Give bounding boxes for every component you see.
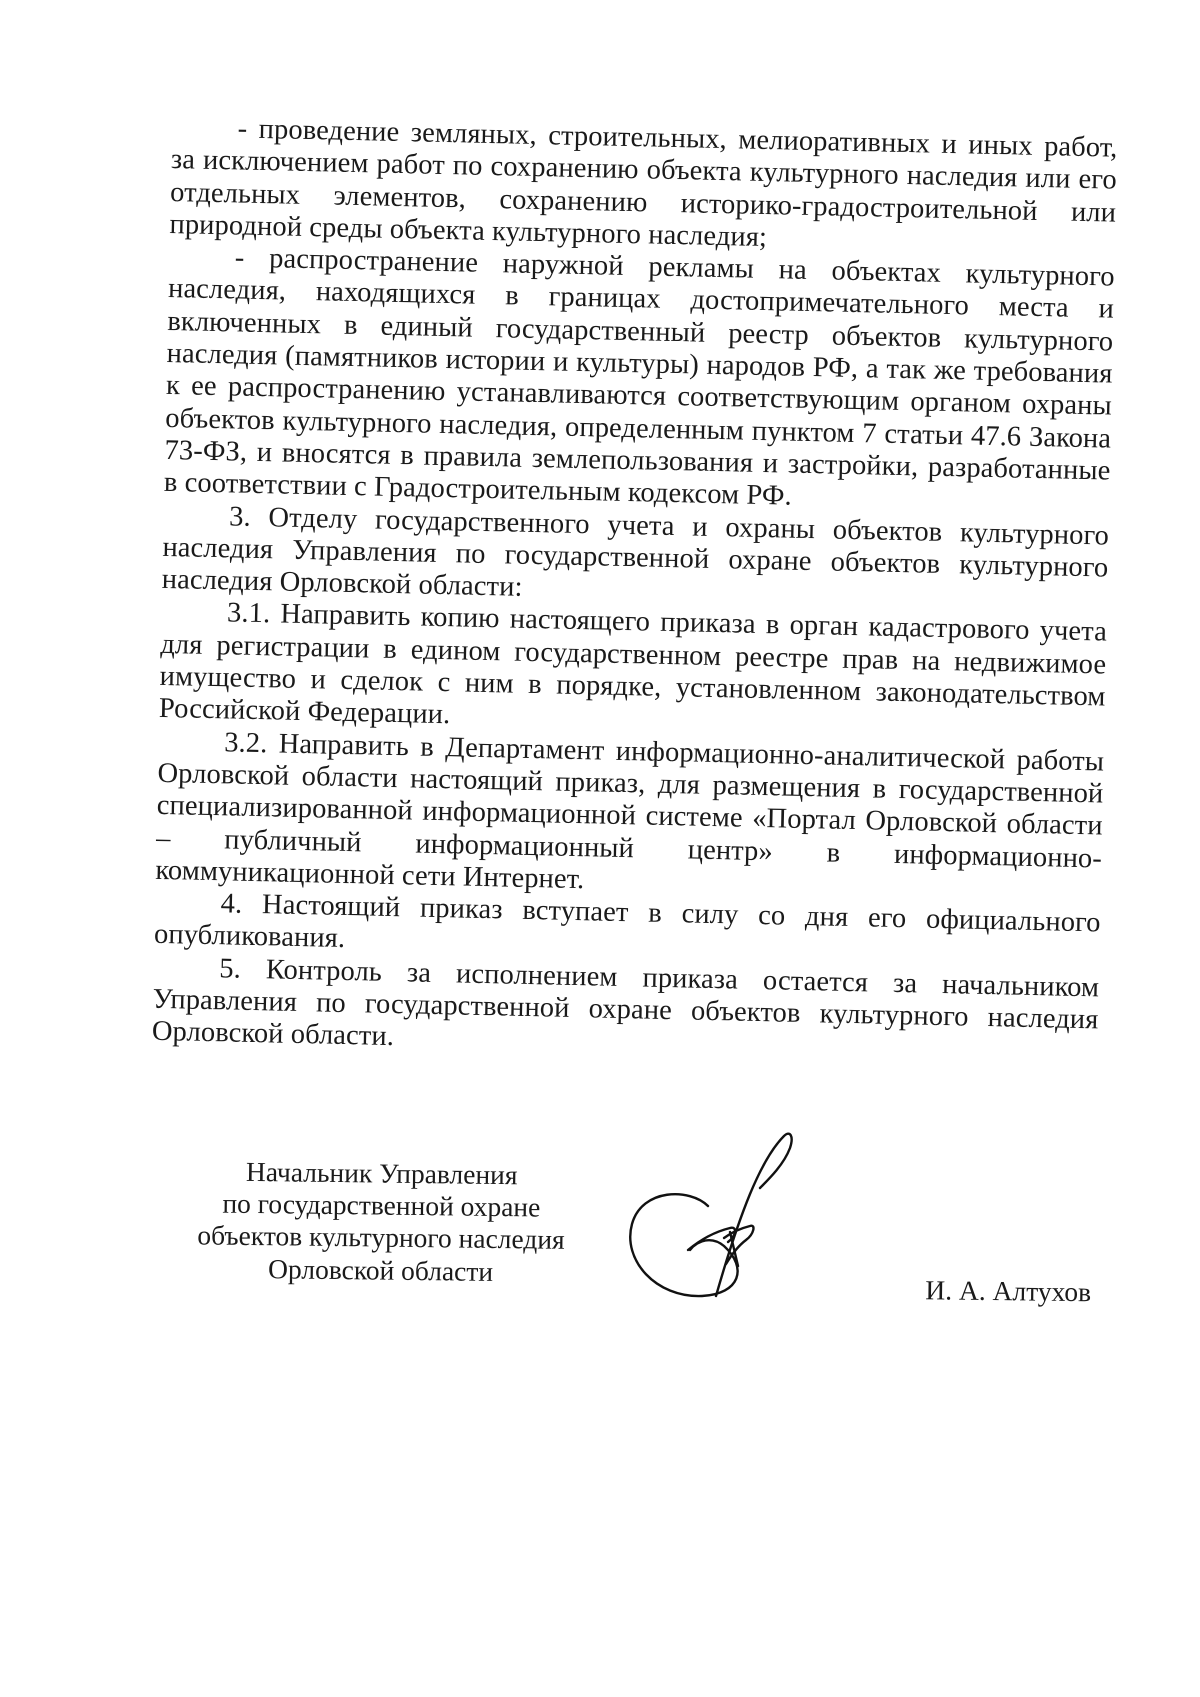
signatory-title-line: Орловской области (267, 1252, 494, 1287)
paragraph-earthworks: - проведение земляных, строительных, мелиоративных и иных работ, за исключением работ по сохранению объекта культурного наследия или его отдельных элементов, сохранению историко-градостроительной или природной среды объекта культурного наследия; (169, 113, 1118, 253)
signatory-title-line: Начальник Управления (245, 1155, 518, 1191)
handwritten-signature (620, 1128, 820, 1313)
paragraph-item-3: 3. Отделу государственного учета и охраны объектов культурного наследия Управления по государственной охране объектов культурного наследия Орловской области: (161, 500, 1110, 603)
document-body (152, 112, 1118, 1069)
paragraph-item-3-2: 3.2. Направить в Департамент информационно-аналитической работы Орловской области настоящий приказ, для размещения в государственной специализированной информационной системе «Портал Орловской области – публичный информационный центр» в информационно-коммуникационной сети Интернет. (155, 726, 1105, 896)
paragraph-item-4: 4. Настоящий приказ вступает в силу со дня его официального опубликования. (153, 888, 1101, 955)
signatory-title-line: объектов культурного наследия (197, 1219, 565, 1256)
paragraph-item-3-1: 3.1. Направить копию настоящего приказа в орган кадастрового учета для регистрации в едином государственном реестре прав на недвижимое имущество и сделок с ним в порядке, установленном законодательством Российской Федерации. (158, 597, 1108, 731)
paragraph-item-5: 5. Контроль за исполнением приказа остается за начальником Управления по государственной охране объектов культурного наследия Орловской области. (151, 952, 1100, 1053)
signatory-title-line: по государственной охране (222, 1187, 541, 1223)
paragraph-advertising: - распространение наружной рекламы на объектах культурного наследия, находящихся в границах достопримечательного места и включенных в единый государственный реестр объектов культурного наследия (памятников истории и культуры) народов РФ, а так же требования к ее распространению устанавливаются соответствующим органом охраны объектов культурного наследия, определенным пунктом 7 статьи 47.6 Закона 73-ФЗ, и вносятся в правила землепользования и застройки, разработанные в соответствии с Градостроительным кодексом РФ. (163, 242, 1115, 512)
signatory-title (170, 1155, 592, 1289)
signatory-name: И. А. Алтухов (925, 1274, 1092, 1308)
